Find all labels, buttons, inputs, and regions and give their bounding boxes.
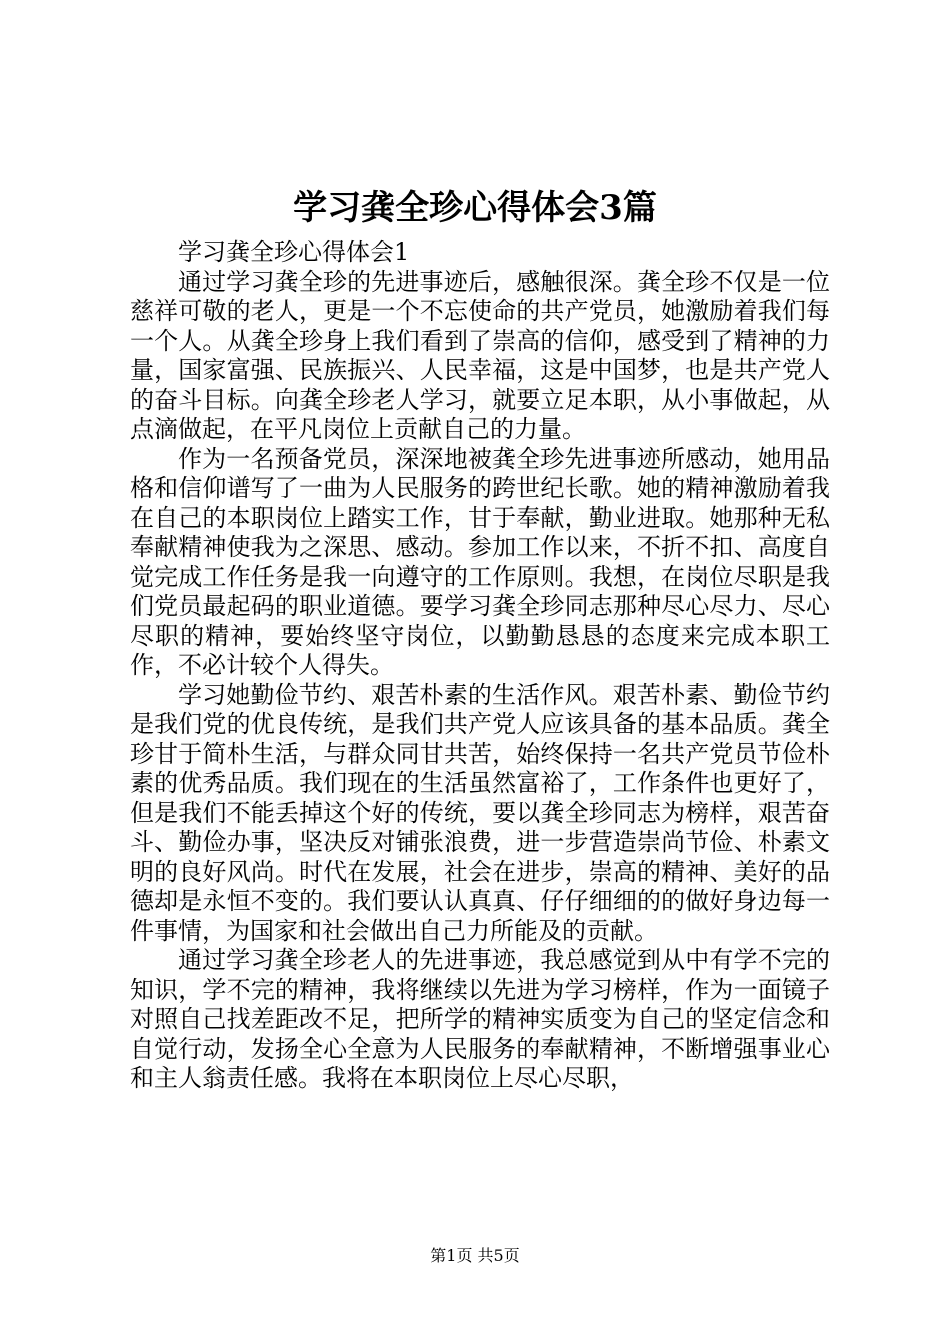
- page-footer: 第1页 共5页: [430, 1246, 520, 1265]
- paragraph-4: 通过学习龚全珍老人的先进事迹，我总感觉到从中有学不完的知识，学不完的精神，我将继续以先进为学习榜样，作为一面镜子对照自己找差距改不足，把所学的精神实质变为自己的坚定信念和自觉行动，发扬全心全意为人民服务的奉献精神，不断增强事业心和主人翁责任感。我将在本职岗位上尽心尽职，: [130, 946, 830, 1092]
- document-title: 学习龚全珍心得体会3篇: [293, 188, 657, 228]
- paragraph-2: 作为一名预备党员，深深地被龚全珍先进事迹所感动，她用品格和信仰谱写了一曲为人民服务的跨世纪长歌。她的精神激励着我在自己的本职岗位上踏实工作，甘于奉献，勤业进取。她那种无私奉献精神使我为之深思、感动。参加工作以来，不折不扣、高度自觉完成工作任务是我一向遵守的工作原则。我想，在岗位尽职是我们党员最起码的职业道德。要学习龚全珍同志那种尽心尽力、尽心尽职的精神，要始终坚守岗位，以勤勤恳恳的态度来完成本职工作，不必计较个人得失。: [130, 444, 830, 679]
- section-heading: 学习龚全珍心得体会1: [178, 238, 410, 266]
- paragraph-1: 通过学习龚全珍的先进事迹后，感触很深。龚全珍不仅是一位慈祥可敬的老人，更是一个不忘使命的共产党员，她激励着我们每一个人。从龚全珍身上我们看到了崇高的信仰，感受到了精神的力量，国家富强、民族振兴、人民幸福，这是中国梦，也是共产党人的奋斗目标。向龚全珍老人学习，就要立足本职，从小事做起，从点滴做起，在平凡岗位上贡献自己的力量。: [130, 267, 830, 443]
- document-body: [130, 238, 830, 1094]
- paragraph-3: 学习她勤俭节约、艰苦朴素的生活作风。艰苦朴素、勤俭节约是我们党的优良传统，是我们共产党人应该具备的基本品质。龚全珍甘于简朴生活，与群众同甘共苦，始终保持一名共产党员节俭朴素的优秀品质。我们现在的生活虽然富裕了，工作条件也更好了，但是我们不能丢掉这个好的传统，要以龚全珍同志为榜样，艰苦奋斗、勤俭办事，坚决反对铺张浪费，进一步营造崇尚节俭、朴素文明的良好风尚。时代在发展，社会在进步，崇高的精神、美好的品德却是永恒不变的。我们要认认真真、仔仔细细的的做好身边每一件事情，为国家和社会做出自己力所能及的贡献。: [130, 680, 830, 945]
